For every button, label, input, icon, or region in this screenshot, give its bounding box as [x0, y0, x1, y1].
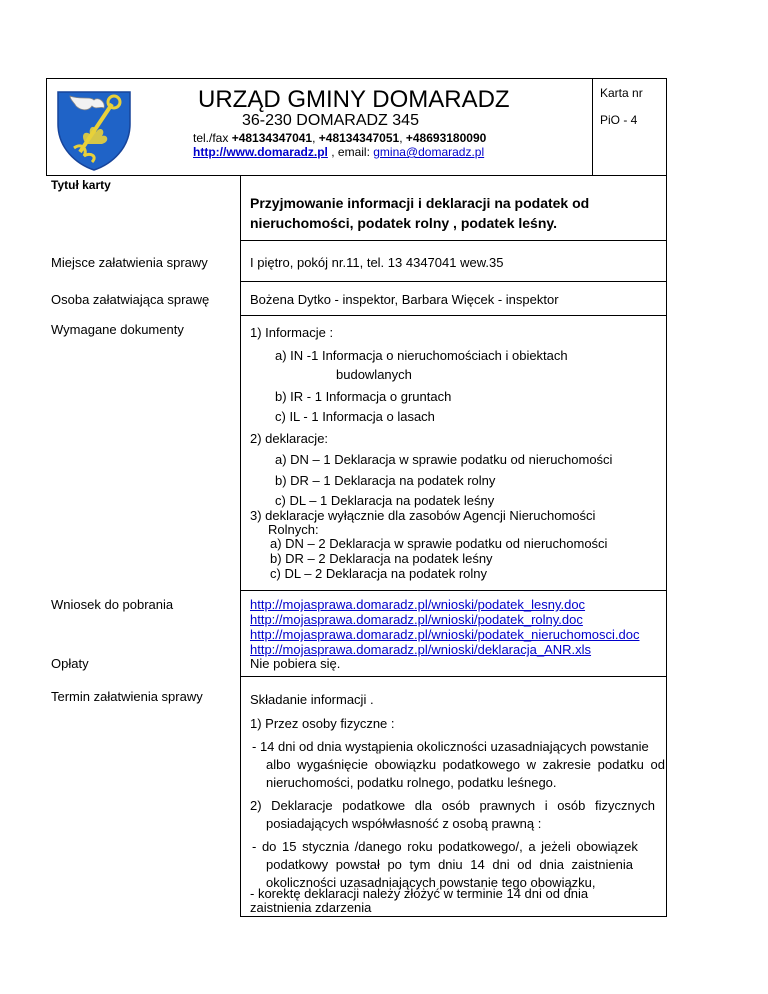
document-item-dr2: b) DR – 2 Deklaracja na podatek leśny [270, 551, 493, 566]
office-address: 36-230 DOMARADZ 345 [242, 112, 419, 129]
card-title-line-2: nieruchomości, podatek rolny , podatek leśny. [250, 215, 558, 231]
phone-3: +48693180090 [405, 131, 487, 145]
deadline-p4-line-2: zaistnienia zdarzenia [250, 900, 372, 915]
document-item-dl2: c) DL – 2 Deklaracja na podatek rolny [270, 566, 488, 581]
deadline-p2-line-1: 2) Deklaracje podatkowe dla osób prawnych i osób fizycznych [250, 798, 655, 813]
row-divider-4 [240, 315, 667, 316]
document-item-il1: c) IL - 1 Informacja o lasach [275, 409, 435, 424]
phone-2: +48134347051 [318, 131, 400, 145]
deadline-p1-line-1: - 14 dni od dnia wystąpienia okoliczności uzasadniających powstanie [252, 739, 649, 754]
deadline-p3-line-3: okoliczności uzasadniających powstanie tego obowiązku, [266, 875, 596, 890]
phone-separator-1: , [312, 131, 319, 145]
phone-prefix: tel./fax [193, 131, 232, 145]
form-link-nieruchomosci[interactable]: http://mojasprawa.domaradz.pl/wnioski/podatek_nieruchomosci.doc [250, 627, 640, 642]
column-divider [240, 175, 241, 916]
document-item-in1-cont: budowlanych [336, 367, 412, 382]
row-divider-3 [240, 281, 667, 282]
card-title-line-1: Przyjmowanie informacji i deklaracji na podatek od [250, 195, 590, 211]
phone-1: +48134347041 [231, 131, 313, 145]
row-divider-5 [240, 590, 667, 591]
table-border-left-header [46, 78, 47, 176]
deadline-p1-line-2: albo wygaśnięcie obowiązku podatkowego w zakresie podatku od [266, 757, 665, 772]
document-item-dr1: b) DR – 1 Deklaracja na podatek rolny [275, 473, 496, 488]
deadline-p1-line-3: nieruchomości, podatku rolnego, podatku leśnego. [266, 775, 557, 790]
document-item-in1: a) IN -1 Informacja o nieruchomościach i obiektach [275, 348, 568, 363]
card-label: Karta nr [600, 86, 643, 100]
table-border-right [666, 78, 667, 916]
documents-section-1: 1) Informacje : [250, 325, 334, 340]
location-value: I piętro, pokój nr.11, tel. 13 4347041 wew.35 [250, 255, 504, 270]
deadline-label: Termin załatwienia sprawy [51, 689, 203, 704]
contact-web [193, 145, 484, 159]
website-link[interactable]: http://www.domaradz.pl [193, 145, 328, 159]
deadline-p4-line-1: - korektę deklaracji należy złożyć w terminie 14 dni od dnia [250, 886, 589, 901]
email-prefix: , email: [327, 145, 374, 159]
row-divider-1 [46, 175, 667, 176]
email-link[interactable]: gmina@domaradz.pl [373, 145, 485, 159]
title-label: Tytuł karty [51, 178, 111, 192]
document-item-dn1: a) DN – 1 Deklaracja w sprawie podatku od nieruchomości [275, 452, 613, 467]
deadline-p3-line-2: podatkowy powstał po tym dniu 14 dni od dnia zaistnienia [266, 857, 633, 872]
documents-section-3-line-1: 3) deklaracje wyłącznie dla zasobów Agencji Nieruchomości [250, 508, 596, 523]
form-link-lesny[interactable]: http://mojasprawa.domaradz.pl/wnioski/podatek_lesny.doc [250, 597, 586, 612]
fees-label: Opłaty [51, 656, 89, 671]
contact-phones [193, 131, 486, 145]
card-number: PiO - 4 [600, 113, 638, 127]
document-item-dl1: c) DL – 1 Deklaracja na podatek leśny [275, 493, 495, 508]
documents-section-3-line-2: Rolnych: [268, 522, 319, 537]
table-border-bottom [240, 916, 667, 917]
deadline-p2-line-2: posiadających współwłasność z osobą prawną : [266, 816, 542, 831]
deadline-p1-heading: 1) Przez osoby fizyczne : [250, 716, 395, 731]
document-item-dn2: a) DN – 2 Deklaracja w sprawie podatku od nieruchomości [270, 536, 608, 551]
form-link-anr[interactable]: http://mojasprawa.domaradz.pl/wnioski/deklaracja_ANR.xls [250, 642, 592, 657]
office-name: URZĄD GMINY DOMARADZ [198, 86, 510, 113]
documents-section-2: 2) deklaracje: [250, 431, 329, 446]
document-item-ir1: b) IR - 1 Informacja o gruntach [275, 389, 452, 404]
fees-value: Nie pobiera się. [250, 656, 341, 671]
documents-label: Wymagane dokumenty [51, 322, 184, 337]
forms-label: Wniosek do pobrania [51, 597, 174, 612]
deadline-p3-line-1: - do 15 stycznia /danego roku podatkowego/, a jeżeli obowiązek [252, 839, 638, 854]
row-divider-6 [240, 676, 667, 677]
table-border-top [46, 78, 666, 79]
deadline-intro: Składanie informacji . [250, 692, 374, 707]
location-label: Miejsce załatwienia sprawy [51, 255, 208, 270]
header-card-divider [592, 78, 593, 176]
person-value: Bożena Dytko - inspektor, Barbara Więcek - inspektor [250, 292, 559, 307]
phone-separator-2: , [399, 131, 406, 145]
coat-of-arms-logo [50, 86, 138, 172]
row-divider-2 [240, 240, 667, 241]
person-label: Osoba załatwiająca sprawę [51, 292, 210, 307]
form-link-rolny[interactable]: http://mojasprawa.domaradz.pl/wnioski/podatek_rolny.doc [250, 612, 583, 627]
